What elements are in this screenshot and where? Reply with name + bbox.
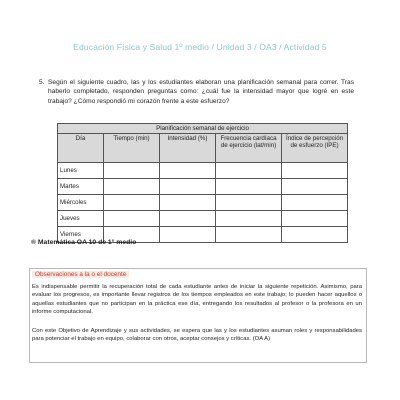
column-header-heart-rate: Frecuencia cardíaca de ejercicio (lat/min) — [216, 134, 282, 163]
effort-cell[interactable] — [282, 179, 348, 195]
table-row — [58, 195, 348, 211]
table-row — [58, 163, 348, 179]
table-caption: Planificación semanal de ejercicio — [58, 124, 348, 134]
time-cell[interactable] — [104, 195, 160, 211]
question-number: 5. — [39, 79, 45, 86]
observations-label: Observaciones a la o el docente — [32, 271, 129, 278]
column-header-intensity: Intensidad (%) — [160, 134, 216, 163]
heart-rate-cell[interactable] — [216, 163, 282, 179]
effort-cell[interactable] — [282, 227, 348, 243]
question-text: Según el siguiente cuadro, las y los estudiantes elaboran una planificación semanal para correr. Tras haberlo completado, responden preguntas como: ¿cuál fue la intensidad mayor que logré en este trabajo? ¿Cómo respondió mi corazón frente a este esfuerzo? — [48, 79, 354, 105]
heart-rate-cell[interactable] — [216, 227, 282, 243]
table-row — [58, 179, 348, 195]
effort-cell[interactable] — [282, 195, 348, 211]
intensity-cell[interactable] — [160, 195, 216, 211]
day-cell: Lunes — [58, 163, 104, 179]
intensity-cell[interactable] — [160, 227, 216, 243]
time-cell[interactable] — [104, 179, 160, 195]
heart-rate-cell[interactable] — [216, 211, 282, 227]
table-caption-row — [58, 124, 348, 134]
intensity-cell[interactable] — [160, 179, 216, 195]
column-header-time: Tiempo (min) — [104, 134, 160, 163]
observations-paragraph: Es indispensable permitir la recuperación total de cada estudiante antes de iniciar la siguiente repetición. Asimismo, para evaluar los progresos, es importante llevar registros de los tiempos empleados en este trabajo; lo pueden hacer aquellos o aquellas estudiantes que no participan en la práctica ese día, entregando los resultados al profesor o la profesora en un informe computacional. — [32, 284, 362, 316]
column-header-effort-index: Índice de percepción de esfuerzo (IPE) — [282, 134, 348, 163]
day-cell: Jueves — [58, 211, 104, 227]
page-header-title: Educación Física y Salud 1º medio / Unidad 3 / OA3 / Actividad 5 — [73, 42, 327, 52]
intensity-cell[interactable] — [160, 211, 216, 227]
time-cell[interactable] — [104, 211, 160, 227]
heart-rate-cell[interactable] — [216, 179, 282, 195]
heart-rate-cell[interactable] — [216, 195, 282, 211]
day-cell: Martes — [58, 179, 104, 195]
table-header-row — [58, 134, 348, 163]
weekly-exercise-plan-table — [57, 123, 348, 243]
day-cell: Viernes — [58, 227, 104, 243]
effort-cell[interactable] — [282, 163, 348, 179]
time-cell[interactable] — [104, 163, 160, 179]
teacher-observations-box — [29, 268, 367, 363]
effort-cell[interactable] — [282, 211, 348, 227]
column-header-day: Día — [58, 134, 104, 163]
intensity-cell[interactable] — [160, 163, 216, 179]
section-title: ® Matemática OA 10 de 1° medio — [31, 239, 137, 246]
observations-paragraph: Con este Objetivo de Aprendizaje y sus actividades, se espera que las y los estudiantes asuman roles y responsabilidades para potenciar el trabajo en equipo, colaborar con otros, aceptar consejos y críticas. (OA A) — [32, 328, 362, 343]
day-cell: Miércoles — [58, 195, 104, 211]
question-block — [39, 78, 354, 106]
table-row — [58, 211, 348, 227]
